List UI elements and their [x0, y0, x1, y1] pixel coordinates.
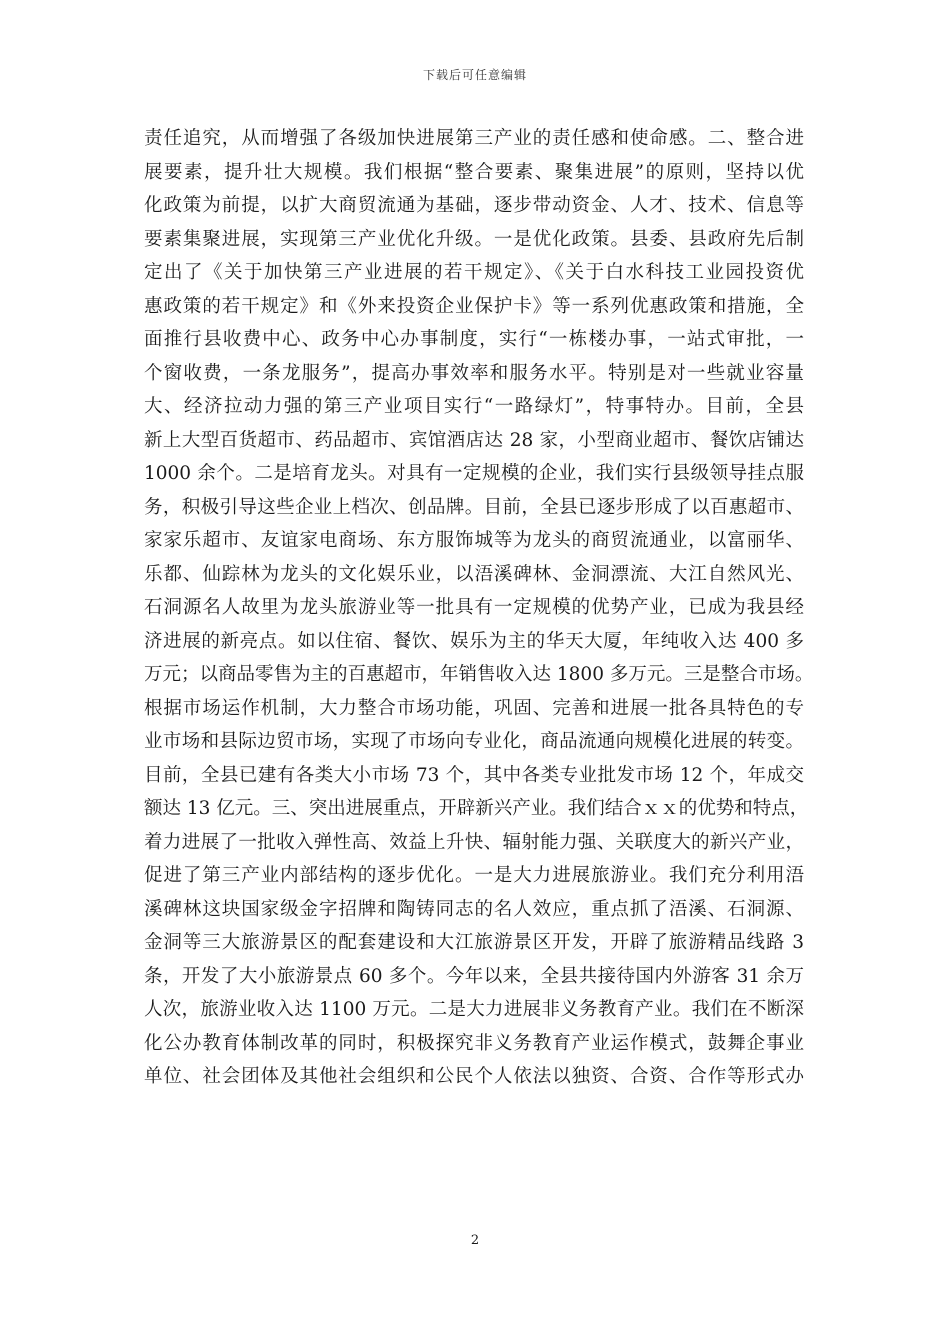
text-line: 目前，全县已建有各类大小市场 73 个，其中各类专业批发市场 12 个，年成交 — [144, 764, 804, 786]
text-line: 惠政策的若干规定》和《外来投资企业保护卡》等一系列优惠政策和措施，全 — [144, 295, 804, 317]
text-line: 要素集聚进展，实现第三产业优化升级。一是优化政策。县委、县政府先后制 — [144, 228, 804, 250]
page-number: 2 — [470, 1233, 480, 1248]
text-line: 个窗收费，一条龙服务”，提高办事效率和服务水平。特别是对一些就业容量 — [144, 362, 804, 384]
text-line: 单位、社会团体及其他社会组织和公民个人依法以独资、合资、合作等形式办 — [144, 1066, 804, 1087]
text-line: 万元；以商品零售为主的百惠超市，年销售收入达 1800 多万元。三是整合市场。 — [144, 664, 814, 685]
text-line: 石洞源名人故里为龙头旅游业等一批具有一定规模的优势产业，已成为我县经 — [144, 597, 804, 618]
text-line: 定出了《关于加快第三产业进展的若干规定》、《关于白水科技工业园投资优 — [144, 262, 804, 283]
text-line: 金洞等三大旅游景区的配套建设和大江旅游景区开发，开辟了旅游精品线路 3 — [144, 932, 804, 953]
body-paragraph — [144, 122, 814, 1094]
text-line: 着力进展了一批收入弹性高、效益上升快、辐射能力强、关联度大的新兴产业， — [144, 831, 804, 853]
text-line: 济进展的新亮点。如以住宿、餐饮、娱乐为主的华天大厦，年纯收入达 400 多 — [144, 630, 804, 652]
text-line: 人次，旅游业收入达 1100 万元。二是大力进展非义务教育产业。我们在不断深 — [144, 999, 804, 1020]
text-line: 乐都、仙踪林为龙头的文化娱乐业，以浯溪碑林、金洞漂流、大江自然风光、 — [144, 563, 804, 585]
text-line: 责任追究，从而增强了各级加快进展第三产业的责任感和使命感。二、整合进 — [144, 128, 804, 149]
text-line: 展要素，提升壮大规模。我们根据“整合要素、聚集进展”的原则，坚持以优 — [144, 161, 804, 183]
text-line: 1000 余个。二是培育龙头。对具有一定规模的企业，我们实行县级领导挂点服 — [144, 463, 804, 484]
text-line: 务，积极引导这些企业上档次、创品牌。目前，全县已逐步形成了以百惠超市、 — [144, 496, 804, 518]
text-line: 新上大型百货超市、药品超市、宾馆酒店达 28 家，小型商业超市、餐饮店铺达 — [144, 429, 804, 451]
text-line: 促进了第三产业内部结构的逐步优化。一是大力进展旅游业。我们充分利用浯 — [144, 865, 804, 886]
page-header: 下载后可任意编辑 — [422, 68, 527, 82]
text-line: 面推行县收费中心、政务中心办事制度，实行“一栋楼办事，一站式审批，一 — [144, 329, 804, 350]
text-line: 额达 13 亿元。三、突出进展重点，开辟新兴产业。我们结合ｘｘ的优势和特点， — [144, 798, 809, 819]
text-line: 大、经济拉动力强的第三产业项目实行“一路绿灯”，特事特办。目前，全县 — [144, 396, 804, 417]
text-line: 溪碑林这块国家级金字招牌和陶铸同志的名人效应，重点抓了浯溪、石洞源、 — [144, 898, 804, 920]
text-line: 化公办教育体制改革的同时，积极探究非义务教育产业运作模式，鼓舞企事业 — [144, 1032, 804, 1054]
text-line: 化政策为前提，以扩大商贸流通为基础，逐步带动资金、人才、技术、信息等 — [144, 195, 804, 216]
text-line: 根据市场运作机制，大力整合市场功能，巩固、完善和进展一批各具特色的专 — [144, 697, 804, 719]
text-line: 条，开发了大小旅游景点 60 多个。今年以来，全县共接待国内外游客 31 余万 — [144, 965, 804, 987]
text-line: 业市场和县际边贸市场，实现了市场向专业化，商品流通向规模化进展的转变。 — [144, 731, 804, 752]
text-line: 家家乐超市、友谊家电商场、东方服饰城等为龙头的商贸流通业，以富丽华、 — [144, 530, 804, 551]
